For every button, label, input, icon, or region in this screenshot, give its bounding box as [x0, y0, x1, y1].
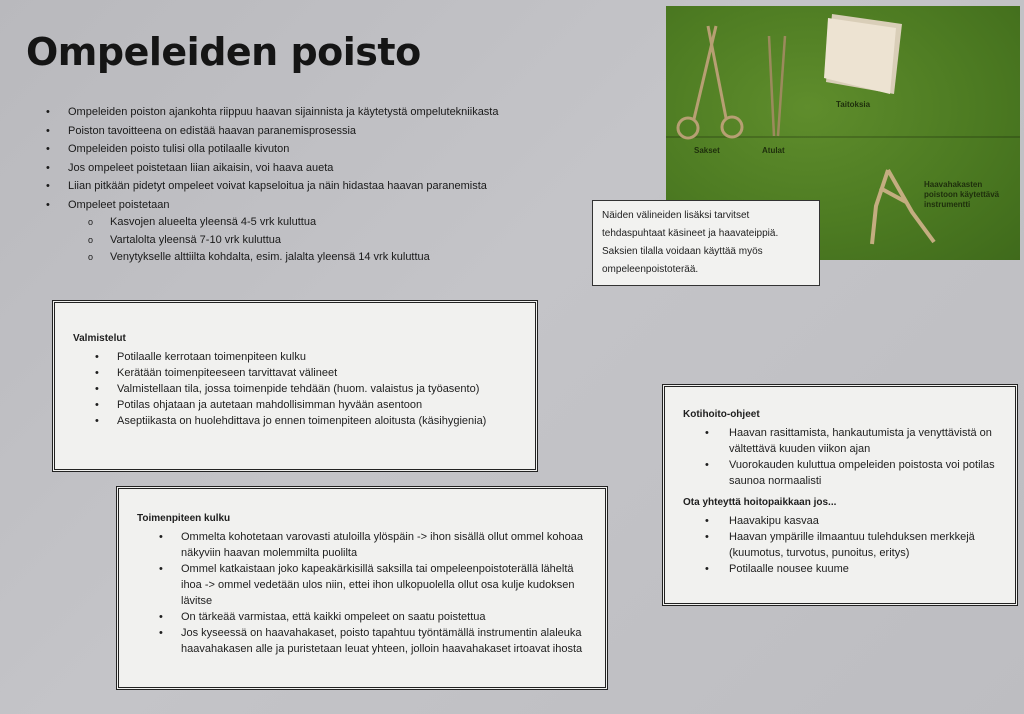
intro-item: • Ompeleiden poiston ajankohta riippuu haavan sijainnista ja käytetystä ompelutekniikasta	[44, 103, 604, 122]
intro-item: • Ompeleiden poisto tulisi olla potilaalle kivuton	[44, 140, 604, 159]
contact-item: • Haavakipu kasvaa	[683, 513, 1001, 529]
procedure-item: • Ommelta kohotetaan varovasti atuloilla ylöspäin -> ihon sisällä ollut ommel kohoaa näkyviin haavan molemmilta puolilta	[137, 529, 589, 561]
home-care-item: • Haavan rasittamista, hankautumista ja venyttävistä on vältettävä kuuden viikon ajan	[683, 425, 1001, 457]
procedure-item: • On tärkeää varmistaa, että kaikki ompeleet on saatu poistettua	[137, 609, 589, 625]
preparation-box	[52, 300, 538, 472]
intro-subitem: o Kasvojen alueelta yleensä 4-5 vrk kuluttua	[88, 214, 604, 232]
intro-item: Ompeleet poistetaan	[68, 198, 170, 211]
tweezers-label: Atulat	[762, 146, 785, 155]
gauze-label: Taitoksia	[836, 100, 871, 109]
intro-subitem: o Venytykselle alttiilta kohdalta, esim. jalalta yleensä 14 vrk kuluttua	[88, 249, 604, 267]
intro-item-with-sublist	[44, 196, 604, 267]
procedure-heading: Toimenpiteen kulku	[137, 513, 231, 524]
intro-list	[44, 103, 604, 267]
gauze-icon	[824, 14, 902, 94]
procedure-box	[116, 486, 608, 690]
tweezers-icon	[769, 36, 785, 136]
procedure-item: • Jos kyseessä on haavahakaset, poisto tapahtuu työntämällä instrumentin alaleuka haavahakasen alle ja puristetaan leuat yhteen, jolloin haavahakaset irtoavat ihosta	[137, 625, 589, 657]
contact-heading: Ota yhteyttä hoitopaikkaan jos...	[683, 497, 837, 508]
home-care-box	[662, 384, 1018, 606]
supplies-note: Näiden välineiden lisäksi tarvitset tehdaspuhtaat käsineet ja haavateippiä. Saksien tilalla voidaan käyttää myös ompeleenpoistoterää.	[592, 200, 820, 286]
scissors-icon	[678, 26, 742, 138]
preparation-heading: Valmistelut	[73, 333, 126, 344]
procedure-item: • Ommel katkaistaan joko kapeakärkisillä saksilla tai ompeleenpoistoterällä läheltä ihoa -> ommel vedetään ulos niin, ettei ihon ulkopuolella ollut osa kulje kudoksen lävitse	[137, 561, 589, 609]
intro-item: • Poiston tavoitteena on edistää haavan paranemisprosessia	[44, 122, 604, 141]
procedure-list	[137, 529, 589, 657]
scissors-label: Sakset	[694, 146, 720, 155]
page-title: Ompeleiden poisto	[26, 30, 421, 74]
preparation-item: • Potilas ohjataan ja autetaan mahdollisimman hyvään asentoon	[73, 397, 519, 413]
preparation-item: • Potilaalle kerrotaan toimenpiteen kulku	[73, 349, 519, 365]
contact-list	[683, 513, 1001, 577]
remover-label: Haavahakasten poistoon käytettävä instrumentti	[924, 180, 1000, 209]
intro-item: • Liian pitkään pidetyt ompeleet voivat kapseloitua ja näin hidastaa haavan paranemista	[44, 177, 604, 196]
contact-item: • Potilaalle nousee kuume	[683, 561, 1001, 577]
home-care-item: • Vuorokauden kuluttua ompeleiden poistosta voi potilas saunoa normaalisti	[683, 457, 1001, 489]
home-care-list	[683, 425, 1001, 489]
contact-item: • Haavan ympärille ilmaantuu tulehduksen merkkejä (kuumotus, turvotus, punoitus, eritys)	[683, 529, 1001, 561]
preparation-item: • Kerätään toimenpiteeseen tarvittavat välineet	[73, 365, 519, 381]
intro-item: • Jos ompeleet poistetaan liian aikaisin, voi haava aueta	[44, 159, 604, 178]
preparation-list	[73, 349, 519, 429]
home-care-heading: Kotihoito-ohjeet	[683, 409, 760, 420]
preparation-item: • Valmistellaan tila, jossa toimenpide tehdään (huom. valaistus ja työasento)	[73, 381, 519, 397]
preparation-item: • Aseptiikasta on huolehdittava jo ennen toimenpiteen aloitusta (käsihygienia)	[73, 413, 519, 429]
intro-sublist	[68, 214, 604, 267]
intro-subitem: o Vartalolta yleensä 7-10 vrk kuluttua	[88, 232, 604, 250]
